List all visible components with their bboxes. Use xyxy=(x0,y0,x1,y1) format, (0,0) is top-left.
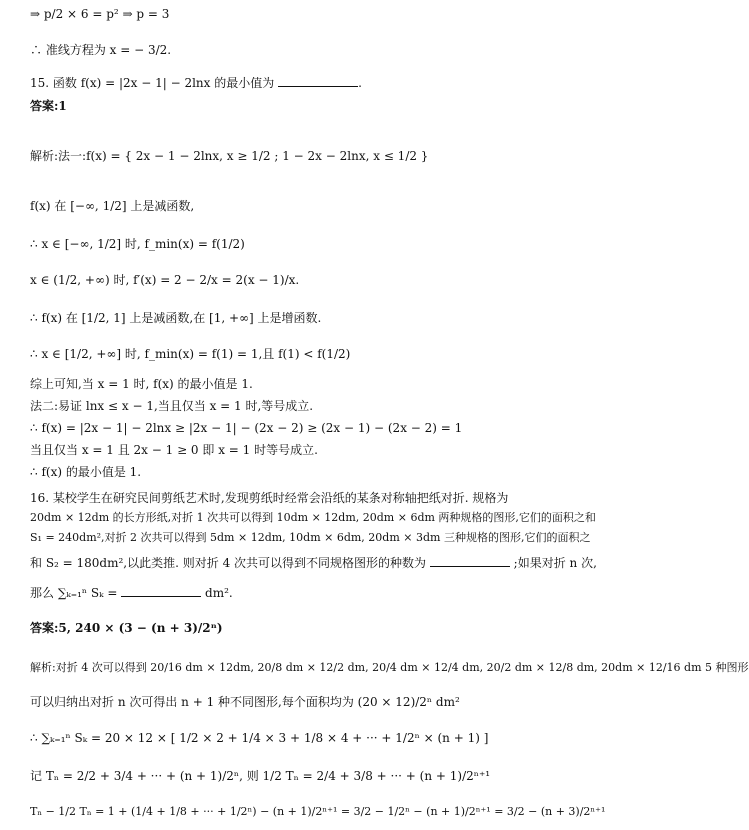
question-15: 15. 函数 f(x) = |2x − 1| − 2lnx 的最小值为 . xyxy=(30,76,362,90)
solution-method-1: 解析:法一:f(x) = { 2x − 1 − 2lnx, x ≥ 1/2 ; 1 − 2x − 2lnx, x ≤ 1/2 } xyxy=(30,149,429,163)
solution-line: ∴ f(x) 在 [1/2, 1] 上是减函数,在 [1, +∞] 上是增函数. xyxy=(30,311,322,325)
question-16-line-1: 16. 某校学生在研究民间剪纸艺术时,发现剪纸时经常会沿纸的某条对称轴把纸对折. 规格为 xyxy=(30,491,509,505)
solution-16-line: ∴ ∑ₖ₌₁ⁿ Sₖ = 20 × 12 × [ 1/2 × 2 + 1/4 × 3 + 1/8 × 4 + ··· + 1/2ⁿ × (n + 1) ] xyxy=(30,731,489,745)
solution-line: ∴ f(x) = |2x − 1| − 2lnx ≥ |2x − 1| − (2x − 2) ≥ (2x − 1) − (2x − 2) = 1 xyxy=(30,421,463,435)
answer-16: 答案:5, 240 × (3 − (n + 3)/2ⁿ) xyxy=(30,621,223,635)
question-16-text: dm². xyxy=(205,586,233,600)
derivation-line: ⇒ p/2 × 6 = p² ⇒ p = 3 xyxy=(30,7,170,21)
solution-16-line: 可以归纳出对折 n 次可得出 n + 1 种不同图形,每个面积均为 (20 × 12)/2ⁿ dm² xyxy=(30,695,460,709)
question-16-line-2: 20dm × 12dm 的长方形纸,对折 1 次共可以得到 10dm × 12dm, 20dm × 6dm 两种规格的图形,它们的面积之和 xyxy=(30,511,596,524)
conclusion-line: ∴ f(x) 的最小值是 1. xyxy=(30,465,142,479)
conclusion-line: 综上可知,当 x = 1 时, f(x) 的最小值是 1. xyxy=(30,377,253,391)
solution-line: ∴ x ∈ [1/2, +∞] 时, f_min(x) = f(1) = 1,且 f(1) < f(1/2) xyxy=(30,347,351,361)
solution-16-line: 解析:对折 4 次可以得到 20/16 dm × 12dm, 20/8 dm × 12/2 dm, 20/4 dm × 12/4 dm, 20/2 dm × 12/8 dm, 20dm × 12/16 dm 5 种图形 xyxy=(30,661,749,674)
solution-line: ∴ x ∈ [−∞, 1/2] 时, f_min(x) = f(1/2) xyxy=(30,237,245,251)
question-16-line-5 xyxy=(30,584,530,601)
answer-blank xyxy=(121,584,201,597)
solution-line: f(x) 在 [−∞, 1/2] 上是减函数, xyxy=(30,199,195,213)
answer-blank xyxy=(430,554,510,567)
solution-method-2: 法二:易证 lnx ≤ x − 1,当且仅当 x = 1 时,等号成立. xyxy=(30,399,314,413)
solution-line: 当且仅当 x = 1 且 2x − 1 ≥ 0 即 x = 1 时等号成立. xyxy=(30,443,318,457)
question-15-text: 15. 函数 f(x) = |2x − 1| − 2lnx 的最小值为 xyxy=(30,76,275,90)
question-16-line-3: S₁ = 240dm²,对折 2 次共可以得到 5dm × 12dm, 10dm × 6dm, 20dm × 3dm 三种规格的图形,它们的面积之 xyxy=(30,531,591,544)
solution-16-line: 记 Tₙ = 2/2 + 3/4 + ··· + (n + 1)/2ⁿ, 则 1/2 Tₙ = 2/4 + 3/8 + ··· + (n + 1)/2ⁿ⁺¹ xyxy=(30,769,491,783)
solution-16-line: Tₙ − 1/2 Tₙ = 1 + (1/4 + 1/8 + ··· + 1/2ⁿ) − (n + 1)/2ⁿ⁺¹ = 3/2 − 1/2ⁿ − (n + 1)/2ⁿ⁺¹ = 3/2 − (n + 3)/2ⁿ⁺¹ xyxy=(30,805,606,818)
solution-line: x ∈ (1/2, +∞) 时, f′(x) = 2 − 2/x = 2(x − 1)/x. xyxy=(30,273,300,287)
question-16-text: 和 S₂ = 180dm²,以此类推. 则对折 4 次共可以得到不同规格图形的种数为 xyxy=(30,556,427,570)
question-16-line-4 xyxy=(30,554,597,571)
answer-blank xyxy=(278,74,358,87)
question-16-text: 那么 ∑ₖ₌₁ⁿ Sₖ = xyxy=(30,586,118,600)
answer-15: 答案:1 xyxy=(30,99,67,113)
directrix-line: ∴ 准线方程为 x = − 3/2. xyxy=(30,43,172,57)
question-16-text: ;如果对折 n 次, xyxy=(513,556,597,570)
